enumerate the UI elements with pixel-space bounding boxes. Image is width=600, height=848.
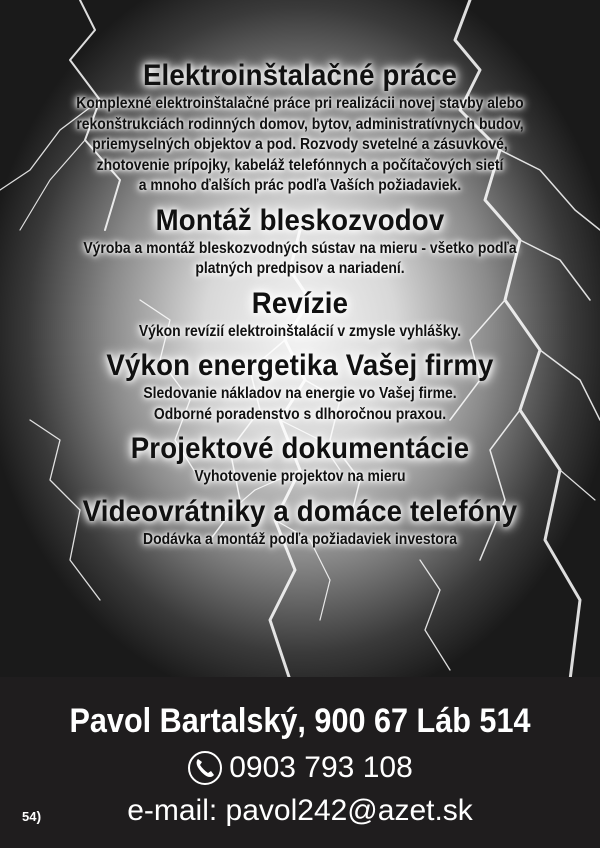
- service-description-line: Dodávka a montáž podľa požiadaviek investora: [143, 530, 457, 548]
- page-number-value: 54: [22, 809, 37, 824]
- service-heading: Elektroinštalačné práce: [142, 59, 458, 92]
- page-number: [22, 808, 41, 824]
- contact-phone-row: [0, 750, 600, 786]
- service-description-line: priemyselných objektov a pod. Rozvody svetelné a zásuvkové,: [92, 136, 508, 153]
- contact-email[interactable]: e-mail: pavol242@azet.sk: [127, 794, 473, 827]
- service-revisions: [0, 286, 600, 343]
- contact-phone[interactable]: 0903 793 108: [229, 751, 413, 784]
- page-number-arc-icon: ): [36, 808, 42, 824]
- service-intercoms: [0, 494, 600, 551]
- service-description-line: Výkon revízií elektroinštalácií v zmysle vyhlášky.: [138, 322, 462, 340]
- services-list: [0, 58, 600, 556]
- service-description-line: Sledovanie nákladov na energie vo Vašej firme.: [143, 385, 457, 402]
- service-energy-manager: [0, 348, 600, 425]
- service-description-line: Odborné poradenstvo s dlhoročnou praxou.: [153, 405, 447, 423]
- service-electrical: [0, 58, 600, 197]
- service-description-line: Výroba a montáž bleskozvodných sústav na mieru - všetko podľa: [83, 239, 517, 257]
- service-heading: Výkon energetika Vašej firmy: [106, 349, 494, 382]
- service-project-docs: [0, 431, 600, 488]
- service-description-line: Komplexné elektroinštalačné práce pri realizácii novej stavby alebo: [76, 95, 524, 112]
- service-heading: Montáž bleskozvodov: [155, 203, 445, 237]
- service-description-line: Vyhotovenie projektov na mieru: [194, 468, 406, 485]
- service-heading: Projektové dokumentácie: [130, 432, 470, 465]
- service-lightning-rods: [0, 203, 600, 280]
- phone-icon: [187, 750, 223, 786]
- service-heading: Revízie: [251, 286, 349, 320]
- contact-footer: [0, 677, 600, 848]
- service-description-line: rekonštrukciách rodinných domov, bytov, administratívnych budov,: [76, 115, 524, 133]
- service-description-line: platných predpisov a nariadení.: [195, 260, 405, 277]
- service-description-line: zhotovenie prípojky, kabeláž telefónnych a počítačových sietí: [96, 156, 504, 174]
- contact-name-address: Pavol Bartalský, 900 67 Láb 514: [69, 702, 531, 740]
- service-description-line: a mnoho ďalších prác podľa Vaších požiadaviek.: [138, 177, 462, 194]
- service-heading: Videovrátniky a domáce telefóny: [82, 494, 518, 528]
